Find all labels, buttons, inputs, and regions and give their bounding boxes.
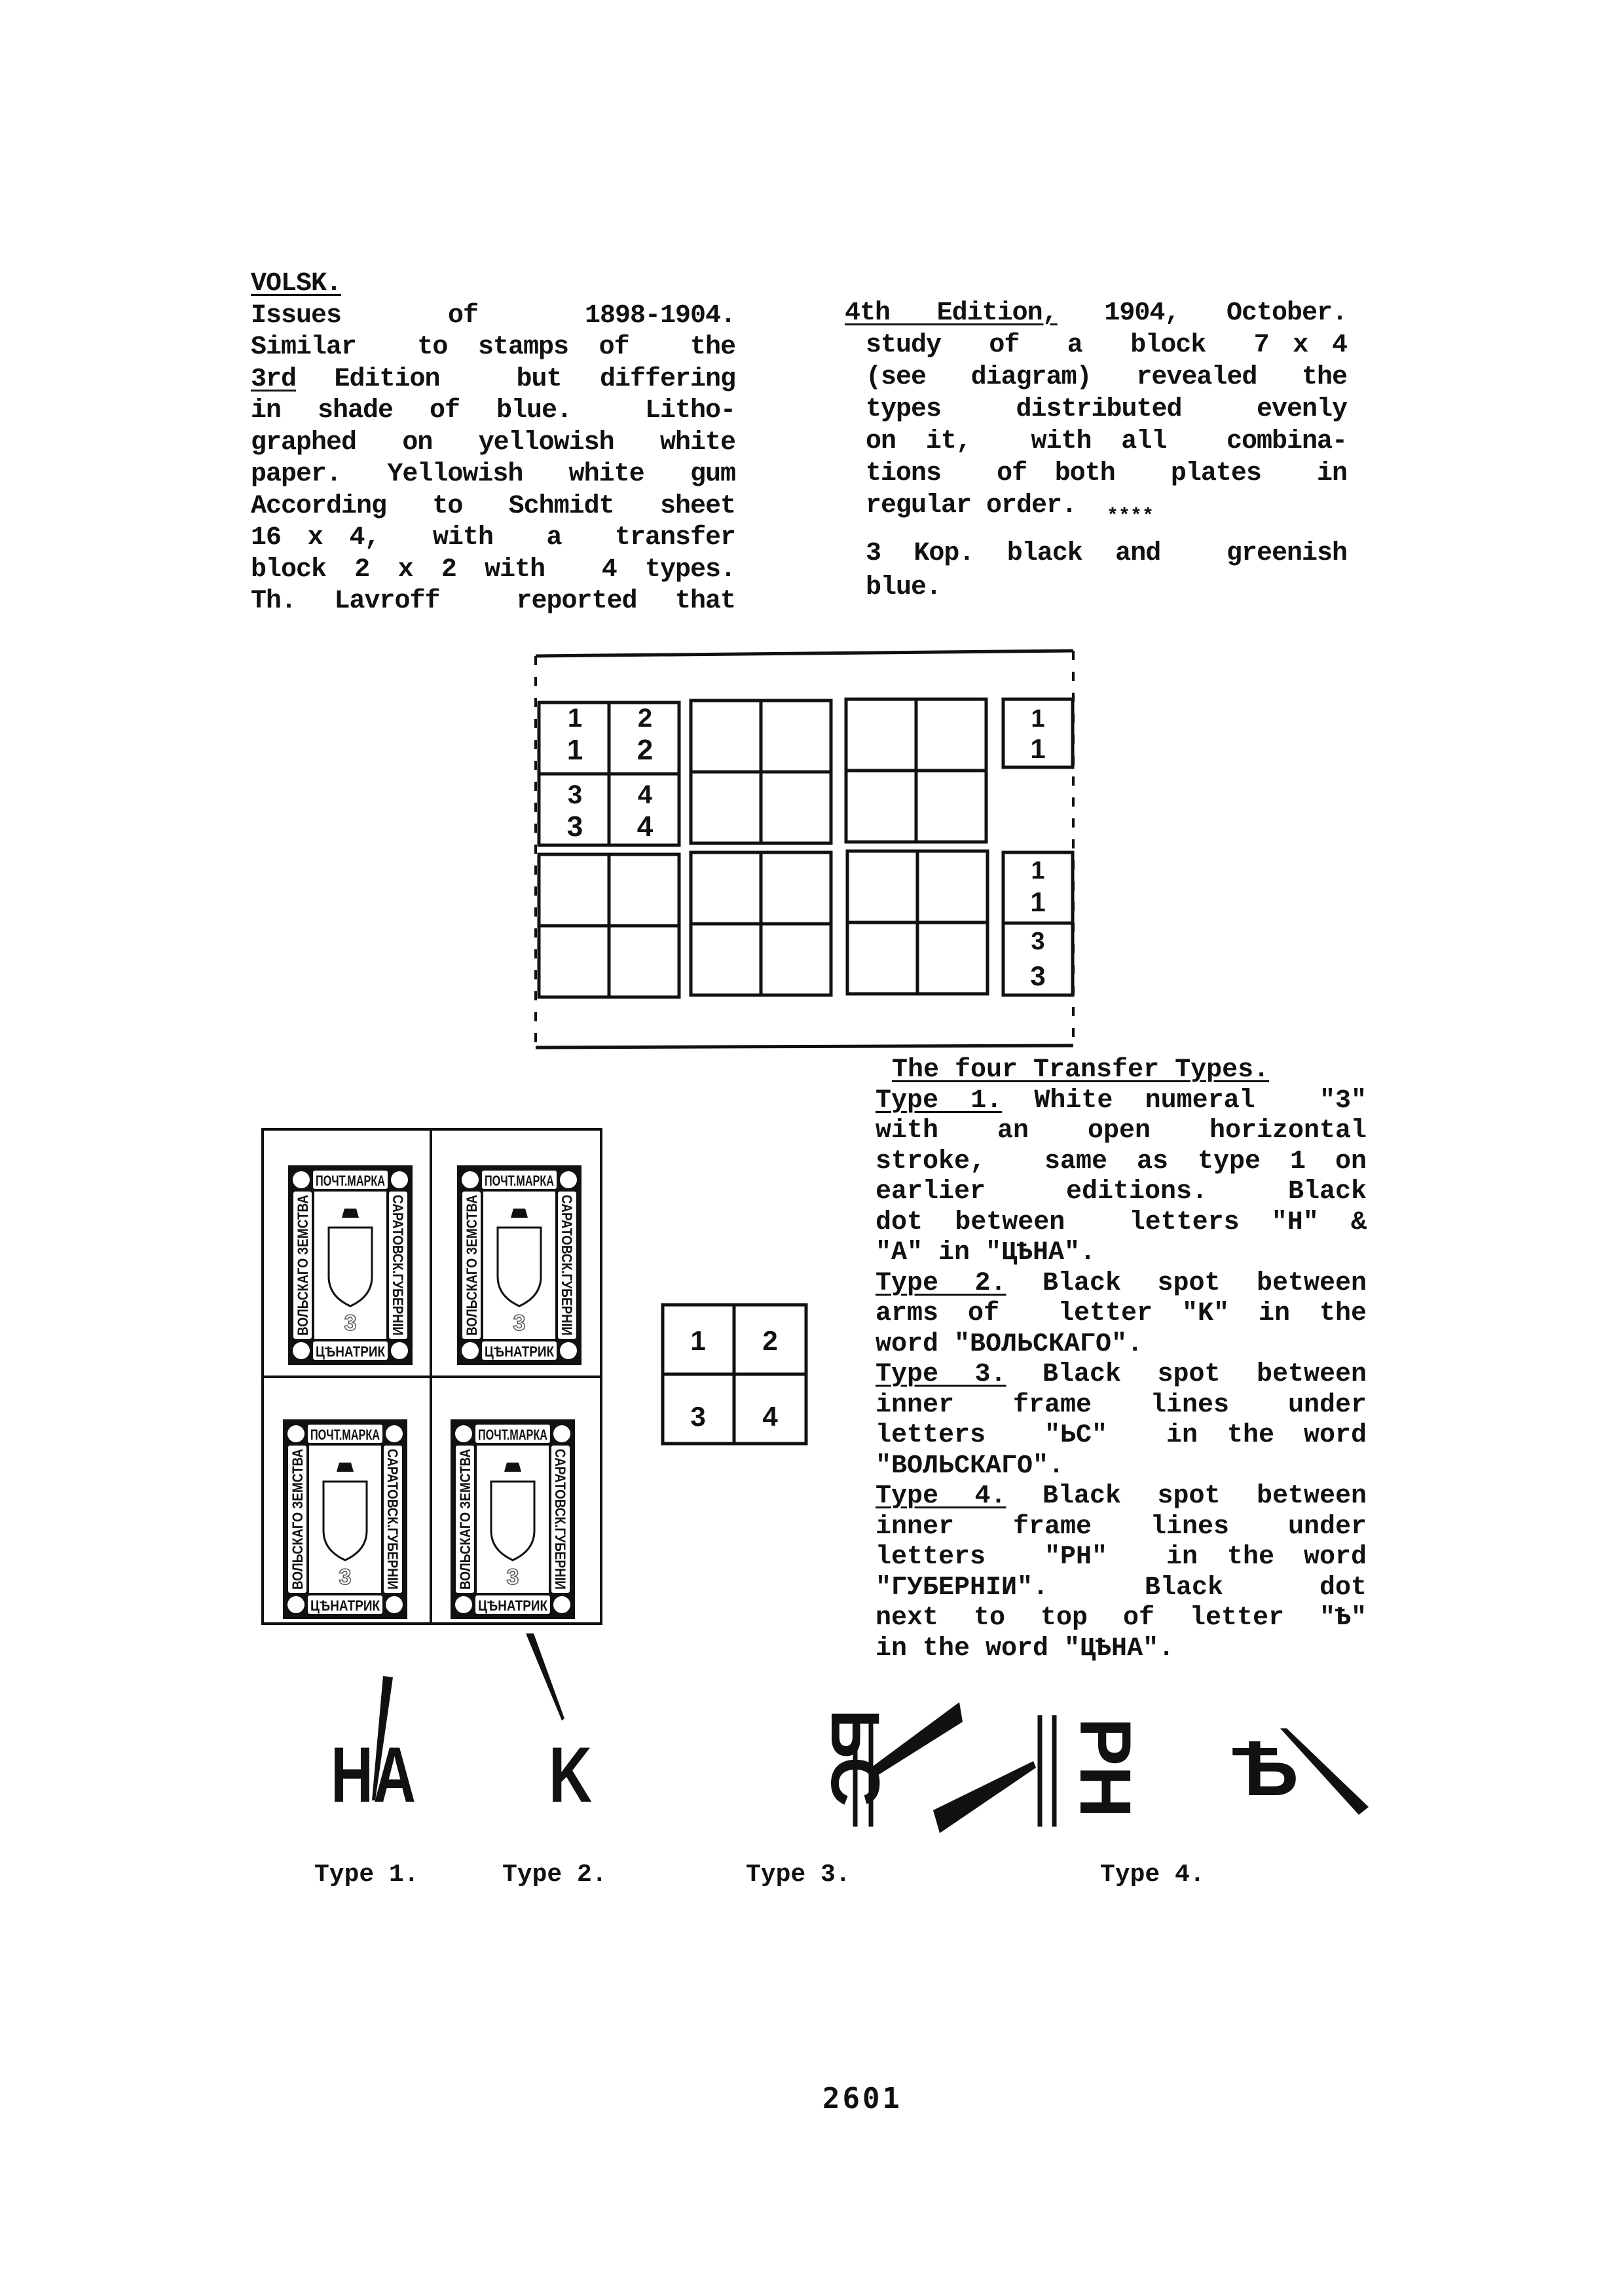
stamp-bottom-text: ЦѢНАТРИК [485,1343,555,1360]
text-line: blue. [866,573,942,602]
text-line: 3 Kop. black and greenish [866,539,1347,568]
stamp-corner-circle [386,1425,403,1442]
transfer-key-number: 1 [690,1325,706,1356]
type-label: Type 1. [876,1085,1003,1116]
text-segment: "ГУБЕРНІИ". Black dot [876,1573,1367,1603]
cell-number: 2 [637,704,653,733]
stamp-corner-circle [293,1342,310,1359]
text-segment: White numeral "3" [1002,1085,1367,1116]
cell-number: 2 [637,734,654,766]
text-line: According to Schmidt sheet [251,491,735,521]
transfer-key-number: 3 [690,1401,706,1432]
text-segment: dot between letters "H" & [876,1207,1367,1237]
text-line: graphed on yellowish white [251,428,735,458]
type3-glyph: ЬС [817,1709,893,1807]
text-segment: inner frame lines under [876,1390,1367,1420]
separator-stars: **** [1107,505,1154,528]
stamp-right-text: САРАТОВСК.ГУБЕРНІИ [390,1195,406,1358]
types-heading: The four Transfer Types. [892,1055,1270,1085]
cell-number: 1 [566,734,583,766]
text-segment: in the word "ЦѢHA". [876,1633,1175,1664]
sheet-bottom-edge [536,1046,1073,1048]
type1-glyph: HA [331,1731,416,1819]
stamp-corner-circle [391,1171,408,1188]
stamp-top-text: ПОЧТ.МАРКА [310,1427,380,1443]
stamp-corner-circle [462,1342,479,1359]
text-line: (see diagram) revealed the [866,363,1347,392]
cell-number: 4 [637,780,653,809]
stamp-top-text: ПОЧТ.МАРКА [478,1427,548,1443]
crown-icon [511,1209,528,1218]
type2-glyph: K [549,1731,592,1819]
stamp-value: 3 [339,1565,352,1590]
text-line: tions of both plates in [866,459,1347,488]
stamp-corner-circle [287,1596,304,1613]
stamp-corner-circle [560,1342,577,1359]
transfer-key-number: 2 [762,1325,778,1356]
transfer-key-number: 4 [762,1401,778,1432]
stamp-top-text: ПОЧТ.МАРКА [316,1173,386,1189]
stamp-value: 3 [506,1565,519,1590]
type2-mark [526,1633,564,1721]
stamp-left-text: ВОЛЬСКАГО ЗЕМСТВА [295,1172,311,1336]
stamp-corner-circle [553,1425,570,1442]
stamp-left-text: ВОЛЬСКАГО ЗЕМСТВА [457,1426,473,1590]
sheet-top-edge [536,651,1073,656]
text-line: block 2 x 2 with 4 types. [251,555,735,585]
cell-number: 3 [566,811,583,843]
edition-heading-underlined: 4th Edition, [845,299,1058,328]
text-segment: next to top of letter "Ѣ" [876,1603,1367,1633]
stamp-corner-circle [293,1171,310,1188]
text-segment: Edition but differing [296,364,735,394]
stamp-corner-circle [391,1342,408,1359]
stamp-bottom-text: ЦѢНАТРИК [478,1597,548,1614]
stamp-corner-circle [462,1171,479,1188]
text-line: types distributed evenly [866,395,1347,424]
crown-icon [337,1463,354,1472]
crown-icon [342,1209,359,1218]
type-label: Type 2. [876,1268,1006,1298]
cell-number: 1 [567,704,583,733]
cell-number: 1 [1030,733,1046,764]
text-segment: Black spot between [1006,1360,1367,1389]
page-number: 2601 [822,2082,902,2115]
type-caption: Type 1. [314,1861,419,1889]
type4-mark [933,1761,1036,1833]
cell-number: 3 [1031,928,1045,955]
text-line: Similar to stamps of the [251,333,735,362]
cell-number: 4 [637,811,654,843]
text-line: paper. Yellowish white gum [251,460,735,489]
cell-number: 1 [1030,886,1046,917]
text-segment: letters "PH" in the word [876,1542,1367,1572]
crown-icon [504,1463,521,1472]
text-segment: Black spot between [1006,1482,1367,1511]
type4-yat-glyph: Ѣ [1231,1724,1300,1812]
type-label: Type 3. [876,1360,1006,1389]
text-line: Th. Lavroff reported that [251,587,735,616]
stamp-corner-circle [386,1596,403,1613]
text-segment: inner frame lines under [876,1512,1367,1542]
type-caption: Type 2. [502,1861,607,1889]
volsk-heading: VOLSK. [251,269,342,299]
text-line: in shade of blue. Litho- [251,396,735,426]
stamp-bottom-text: ЦѢНАТРИК [316,1343,386,1360]
stamp-right-text: САРАТОВСК.ГУБЕРНІИ [559,1195,575,1358]
underlined-word: 3rd [251,364,297,394]
stamp-corner-circle [455,1596,472,1613]
cell-number: 3 [1030,960,1046,991]
stamp-right-text: САРАТОВСК.ГУБЕРНІИ [384,1449,401,1612]
text-segment: earlier editions. Black [876,1177,1367,1207]
text-line: regular order. [866,491,1077,520]
type-caption: Type 4. [1100,1861,1205,1889]
stamp-corner-circle [455,1425,472,1442]
stamp-value: 3 [513,1311,526,1336]
text-segment: "A" in "ЦѢHA". [876,1238,1096,1267]
stamp-corner-circle [287,1425,304,1442]
stamp-value: 3 [344,1311,357,1336]
stamp-bottom-text: ЦѢНАТРИК [310,1597,380,1614]
text-line: on it, with all combina- [866,427,1347,456]
cell-number: 1 [1031,705,1045,733]
text-segment: arms of letter "K" in the [876,1299,1367,1328]
text-segment: word "ВОЛЬСКАГО". [876,1329,1143,1359]
edition-heading-date: 1904, October. [1057,299,1348,328]
cell-number: 3 [567,780,583,809]
text-segment: Black spot between [1006,1268,1367,1298]
text-segment: "ВОЛЬСКАГО". [876,1451,1065,1481]
text-line: Issues of 1898-1904. [251,301,735,331]
type4-glyph: PH [1065,1717,1145,1818]
text-segment: stroke, same as type 1 on [876,1146,1367,1176]
text-line: 16 x 4, with a transfer [251,523,735,553]
text-segment: letters "ЬС" in the word [876,1421,1367,1450]
type-label: Type 4. [876,1482,1006,1511]
stamp-left-text: ВОЛЬСКАГО ЗЕМСТВА [464,1172,480,1336]
stamp-right-text: САРАТОВСК.ГУБЕРНІИ [552,1449,568,1612]
stamp-corner-circle [560,1171,577,1188]
text-segment: with an open horizontal [876,1116,1367,1146]
stamp-top-text: ПОЧТ.МАРКА [485,1173,555,1189]
type-caption: Type 3. [746,1861,851,1889]
stamp-corner-circle [553,1596,570,1613]
stamp-left-text: ВОЛЬСКАГО ЗЕМСТВА [289,1426,306,1590]
cell-number: 1 [1031,857,1045,884]
text-line: study of a block 7 x 4 [866,331,1347,360]
